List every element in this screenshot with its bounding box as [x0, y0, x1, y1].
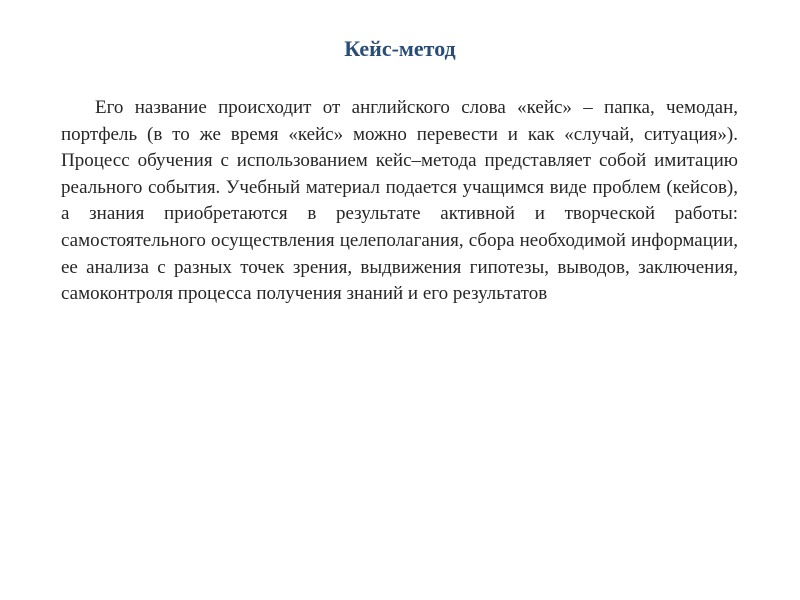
slide-body-paragraph: Его название происходит от английского слова «кейс» – папка, чемодан, портфель (в то же время «кейс» можно перевести и как «случай, ситуация»). Процесс обучения с использованием кейс–метода представляет собой имитацию реального события. Учебный материал подается учащимся виде проблем (кейсов), а знания приобретаются в результате активной и творческой работы: самостоятельного осуществления целеполагания, сбора необходимой информации, ее анализа с разных точек зрения, выдвижения гипотезы, выводов, заключения, самоконтроля процесса получения знаний и его результатов: [61, 97, 738, 305]
slide-title: Кейс-метод: [344, 36, 456, 61]
